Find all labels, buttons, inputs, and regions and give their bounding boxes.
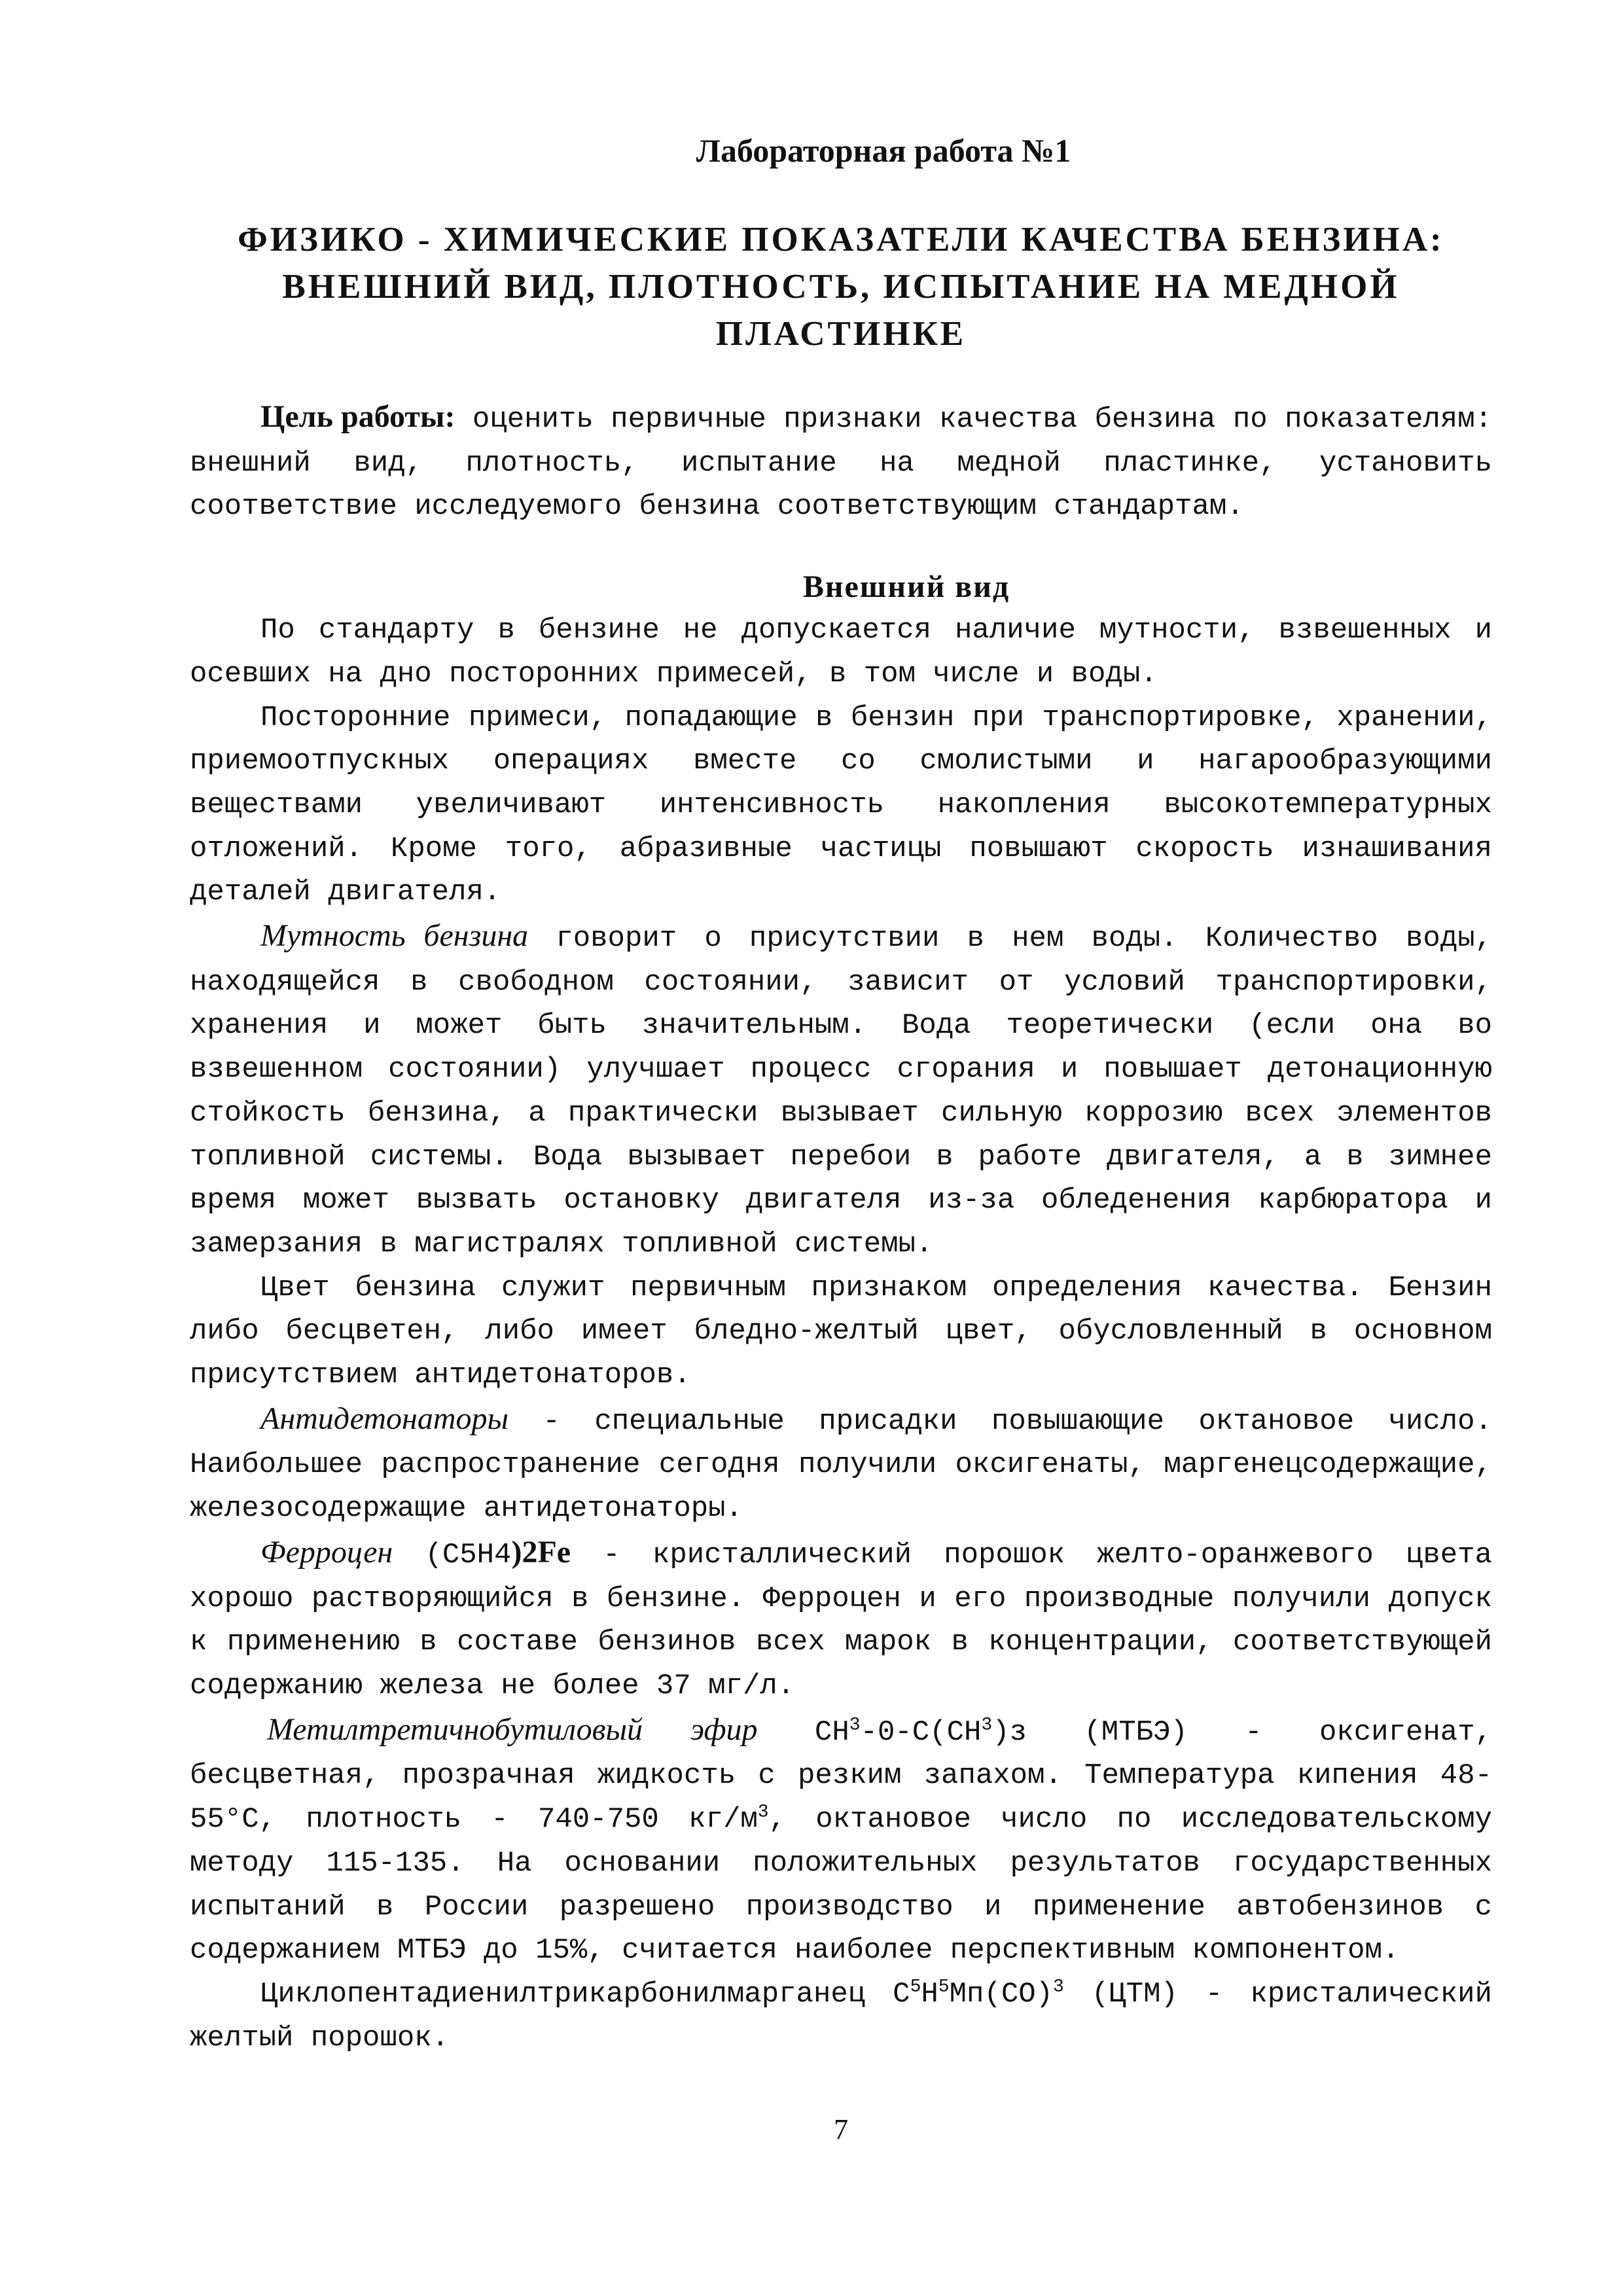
goal-label: Цель работы:	[260, 399, 455, 434]
document-page	[190, 0, 1492, 2296]
mtbe-formula-c: )з	[992, 1715, 1027, 1749]
ferrocene-formula-a: (С5Н4	[393, 1538, 512, 1571]
ctm-sup-3: 3	[1053, 1977, 1064, 1998]
paragraph-4: Цвет бензина служит первичным признаком определения качества. Бензин либо бесцветен, либо имеет бледно-желтый цвет, обусловленный в основном присутствием антидетонаторов.	[190, 1271, 1492, 1392]
ctm-text-b: Н	[921, 1977, 938, 2011]
lab-title: Лабораторная работа №1	[696, 132, 1071, 169]
page-number: 7	[834, 2113, 848, 2145]
paragraph-7-text-b: , октановое число по исследовательскому методу 115-135. На основании положительных результатов государственных испытаний в России разрешено производство и применение автобензинов с содержанием МТБЭ до 15%, считается наиболее перспективным компонентом.	[190, 1803, 1492, 1967]
paragraph-8	[190, 1973, 1492, 2060]
main-title-line-2: ВНЕШНИЙ ВИД, ПЛОТНОСТЬ, ИСПЫТАНИЕ НА МЕДНОЙ	[282, 268, 1400, 306]
ctm-text-a: Циклопентадиенилтрикарбонилмарганец С	[260, 1977, 910, 2011]
paragraph-6	[190, 1531, 1492, 1708]
mtbe-formula-sup-2: 3	[981, 1715, 993, 1736]
document-body	[190, 395, 1492, 2060]
main-title-line-1: ФИЗИКО - ХИМИЧЕСКИЕ ПОКАЗАТЕЛИ КАЧЕСТВА БЕНЗИНА:	[238, 221, 1444, 259]
mtbe-formula-a: СН	[757, 1715, 849, 1749]
main-title	[190, 216, 1492, 357]
paragraph-7-text-a: (МТБЭ) - оксигенат, бесцветная, прозрачная жидкость с резким запахом. Температура кипения 48-55°С, плотность - 740-750 кг/м	[190, 1715, 1493, 1837]
ctm-sup-2: 5	[938, 1977, 950, 1998]
ctm-sup-1: 5	[910, 1977, 921, 1998]
paragraph-2: Посторонние примеси, попадающие в бензин при транспортировке, хранении, приемоотпускных операциях вместе со смолистыми и нагарообразующими веществами увеличивают интенсивность накопления высокотемпературных отложений. Кроме того, абразивные частицы повышают скорость изнашивания деталей двигателя.	[190, 701, 1492, 909]
mtbe-formula-b: -0-С(СН	[860, 1715, 982, 1749]
goal-text: оценить первичные признаки качества бензина по показателям: внешний вид, плотность, испытание на медной пластинке, установить соответствие исследуемого бензина соответствующим стандартам.	[190, 403, 1492, 524]
term-turbidity: Мутность бензина	[260, 918, 529, 954]
density-unit-sup: 3	[757, 1802, 769, 1823]
term-antiknock: Антидетонаторы	[260, 1401, 508, 1436]
paragraph-5	[190, 1397, 1492, 1531]
goal-paragraph	[190, 395, 1492, 529]
paragraph-3	[190, 914, 1492, 1266]
paragraph-3-text: говорит о присутствии в нем воды. Количество воды, находящейся в свободном состоянии, зависит от условий транспортировки, хранения и может быть значительным. Вода теоретически (если она во взвешенном состоянии) улучшает процесс сгорания и повышает детонационную стойкость бензина, а практически вызывает сильную коррозию всех элементов топливной системы. Вода вызывает перебои в работе двигателя, а в зимнее время может вызвать остановку двигателя из-за обледенения карбюратора и замерзания в магистралях топливной системы.	[190, 922, 1492, 1261]
paragraph-6-text: - кристаллический порошок желто-оранжевого цвета хорошо растворяющийся в бензине. Ферроцен и его производные получили допуск к применению в составе бензинов всех марок в концентрации, соответствующей содержанию железа не более 37 мг/л.	[190, 1538, 1492, 1702]
ctm-text-c: Мп(СО)	[949, 1977, 1054, 2011]
ctm-text-d: (ЦТМ) - кристалический желтый порошок.	[190, 1977, 1492, 2054]
section-title: Внешний вид	[802, 569, 1010, 605]
term-mtbe: Метилтретичнобутиловый эфир	[267, 1712, 758, 1747]
mtbe-formula-sup-1: 3	[849, 1715, 861, 1736]
paragraph-5-text: - специальные присадки повышающие октановое число. Наибольшее распространение сегодня получили оксигенаты, маргенецсодержащие, железосодержащие антидетонаторы.	[190, 1405, 1492, 1526]
paragraph-7	[190, 1708, 1492, 1973]
main-title-line-3: ПЛАСТИНКЕ	[715, 315, 967, 353]
term-ferrocene: Ферроцен	[260, 1534, 393, 1570]
ferrocene-formula-b: )2Fe	[511, 1534, 571, 1570]
paragraph-1: По стандарту в бензине не допускается наличие мутности, взвешенных и осевших на дно посторонних примесей, в том числе и воды.	[190, 614, 1492, 691]
